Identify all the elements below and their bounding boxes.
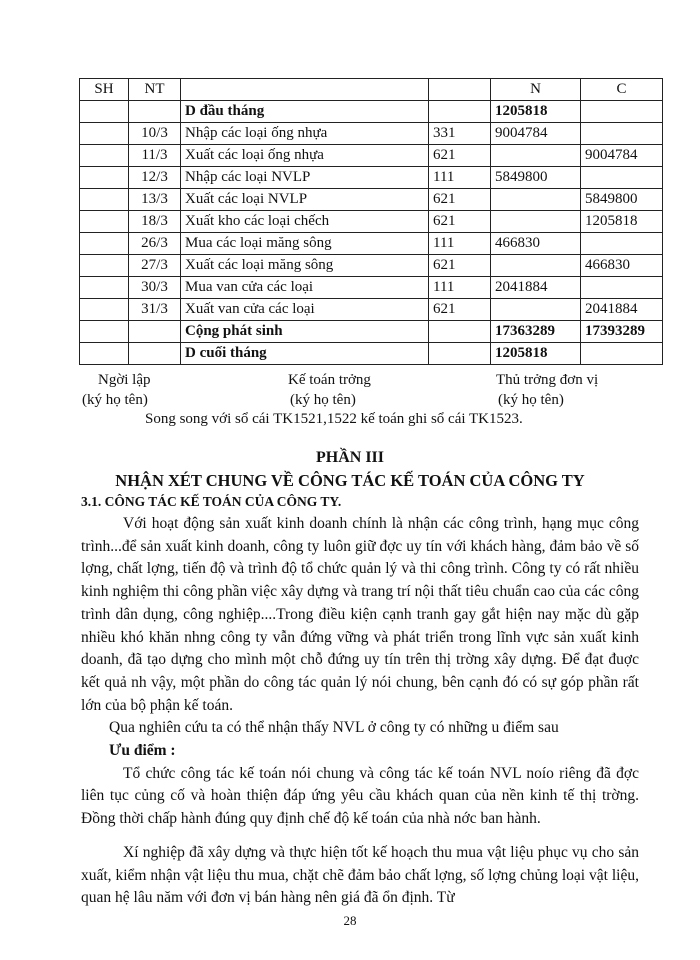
- chapter-title: NHẬN XÉT CHUNG VỀ CÔNG TÁC KẾ TOÁN CỦA CÔNG TY: [115, 471, 585, 490]
- ledger-row: [80, 189, 663, 211]
- entry-account: 111: [429, 233, 491, 255]
- entry-credit: 5849800: [581, 189, 663, 211]
- closing-balance-label: D cuối tháng: [181, 343, 429, 365]
- page-number: 28: [343, 913, 357, 928]
- preparer-signature-note: (ký họ tên): [82, 392, 148, 408]
- entry-debit: 466830: [491, 233, 581, 255]
- entry-account: 621: [429, 189, 491, 211]
- entry-description: Nhập các loại ống nhựa: [181, 123, 429, 145]
- ledger-row: [80, 145, 663, 167]
- paragraph-overview: Với hoạt động sản xuất kinh doanh chính là nhận các công trình, hạng mục công trình...để sản xuất kinh doanh, công ty luôn giữ đợc uy tín với khách hàng, đảm bảo về số lợng, chất lợng, tiến độ và trình độ tổ chức quản lý và thi công trình. Công ty có rất nhiều kinh nghiệm thi công phần việc xây dựng và trang trí nội thất tiêu chuẩn cao của các công trình dân dụng, công nghiệp....Trong điều kiện cạnh tranh gay gắt hiện nay mặc dù gặp nhiều khó khăn nhng công ty vẫn đứng vững và phát triển trong lĩnh vực sản xuất kinh doanh, đã tạo dựng cho mình một chỗ đứng uy tín trên thị trờng xây dựng. Để đạt đuợc kết quả nh vậy, một phần do công tác quản lý nói chung, bên cạnh đó có sự góp phần rất lớn của bộ phận kế toán.: [81, 515, 639, 714]
- entry-debit: [491, 255, 581, 277]
- entry-credit: 466830: [581, 255, 663, 277]
- entry-account: 621: [429, 211, 491, 233]
- ledger-row: [80, 277, 663, 299]
- entry-date: 13/3: [129, 189, 181, 211]
- total-row: [80, 321, 663, 343]
- ledger-row: [80, 299, 663, 321]
- entry-date: 18/3: [129, 211, 181, 233]
- header-cell: N: [491, 79, 581, 101]
- entry-date: 12/3: [129, 167, 181, 189]
- entry-date: 27/3: [129, 255, 181, 277]
- advantages-heading: Ưu điểm :: [109, 742, 176, 760]
- ledger-table: [79, 78, 663, 365]
- body-text: [81, 513, 639, 910]
- entry-debit: [491, 299, 581, 321]
- part-title: PHẦN III: [315, 449, 384, 466]
- entry-credit: [581, 233, 663, 255]
- ledger-note: Song song với sổ cái TK1521,1522 kế toán ghi sổ cái TK1523.: [145, 411, 523, 427]
- entry-credit: 2041884: [581, 299, 663, 321]
- accountant-signature-note: (ký họ tên): [290, 392, 356, 408]
- ledger-row: [80, 211, 663, 233]
- entry-debit: [491, 189, 581, 211]
- entry-debit: [491, 145, 581, 167]
- paragraph-accounting-organisation: Tổ chức công tác kế toán nói chung và công tác kế toán NVL noío riêng đã đợc liên tục củng cố và hoàn thiện đáp ứng yêu cầu khách quan của nền kinh tế thị trờng. Đồng thời chấp hành đúng quy định chế độ kế toán của nhà nớc ban hành.: [81, 764, 639, 828]
- entry-description: Xuất các loại NVLP: [181, 189, 429, 211]
- entry-description: Mua các loại măng sông: [181, 233, 429, 255]
- entry-account: 111: [429, 167, 491, 189]
- opening-balance-debit: 1205818: [491, 101, 581, 123]
- entry-credit: [581, 277, 663, 299]
- paragraph-purchasing: Xí nghiệp đã xây dựng và thực hiện tốt kế hoạch thu mua vật liệu phục vụ cho sản xuất, kiểm nhận vật liệu thu mua, chặt chẽ đảm bảo chất lợng, số lợng chủng loại vật liệu, quan hệ lâu năm với đơn vị bán hàng nên giá đã ổn định. Từ: [81, 843, 639, 907]
- total-debit: 17363289: [491, 321, 581, 343]
- ledger-row: [80, 233, 663, 255]
- head-signature-label: Thủ trởng đơn vị: [496, 372, 599, 388]
- entry-credit: [581, 123, 663, 145]
- total-credit: 17393289: [581, 321, 663, 343]
- entry-description: Xuất kho các loại chếch: [181, 211, 429, 233]
- total-label: Cộng phát sinh: [181, 321, 429, 343]
- entry-description: Xuất các loại ống nhựa: [181, 145, 429, 167]
- closing-balance-row: [80, 343, 663, 365]
- entry-date: 30/3: [129, 277, 181, 299]
- header-cell: NT: [129, 79, 181, 101]
- header-cell: SH: [80, 79, 129, 101]
- entry-account: 111: [429, 277, 491, 299]
- accountant-signature-label: Kế toán trởng: [288, 372, 371, 388]
- head-signature-note: (ký họ tên): [498, 392, 564, 408]
- ledger-body: [80, 79, 663, 365]
- entry-description: Nhập các loại NVLP: [181, 167, 429, 189]
- header-cell: [181, 79, 429, 101]
- opening-balance-row: [80, 101, 663, 123]
- opening-balance-label: D đầu tháng: [181, 101, 429, 123]
- entry-account: 621: [429, 299, 491, 321]
- ledger-row: [80, 167, 663, 189]
- entry-credit: 9004784: [581, 145, 663, 167]
- entry-credit: 1205818: [581, 211, 663, 233]
- ledger-row: [80, 123, 663, 145]
- entry-description: Mua van cửa các loại: [181, 277, 429, 299]
- entry-debit: 9004784: [491, 123, 581, 145]
- section-title: 3.1. CÔNG TÁC KẾ TOÁN CỦA CÔNG TY.: [81, 494, 342, 509]
- entry-account: 621: [429, 255, 491, 277]
- paragraph-intro-advantages: Qua nghiên cứu ta có thể nhận thấy NVL ở công ty có những u điểm sau: [109, 719, 559, 737]
- entry-debit: 5849800: [491, 167, 581, 189]
- header-cell: C: [581, 79, 663, 101]
- entry-description: Xuất các loại măng sông: [181, 255, 429, 277]
- entry-account: 331: [429, 123, 491, 145]
- preparer-signature-label: Ngời lập: [98, 372, 151, 388]
- entry-date: 10/3: [129, 123, 181, 145]
- closing-balance-debit: 1205818: [491, 343, 581, 365]
- entry-debit: [491, 211, 581, 233]
- entry-debit: 2041884: [491, 277, 581, 299]
- entry-date: 26/3: [129, 233, 181, 255]
- entry-credit: [581, 167, 663, 189]
- header-cell: [429, 79, 491, 101]
- entry-description: Xuất van cửa các loại: [181, 299, 429, 321]
- entry-account: 621: [429, 145, 491, 167]
- entry-date: 11/3: [129, 145, 181, 167]
- ledger-row: [80, 255, 663, 277]
- header-row: [80, 79, 663, 101]
- entry-date: 31/3: [129, 299, 181, 321]
